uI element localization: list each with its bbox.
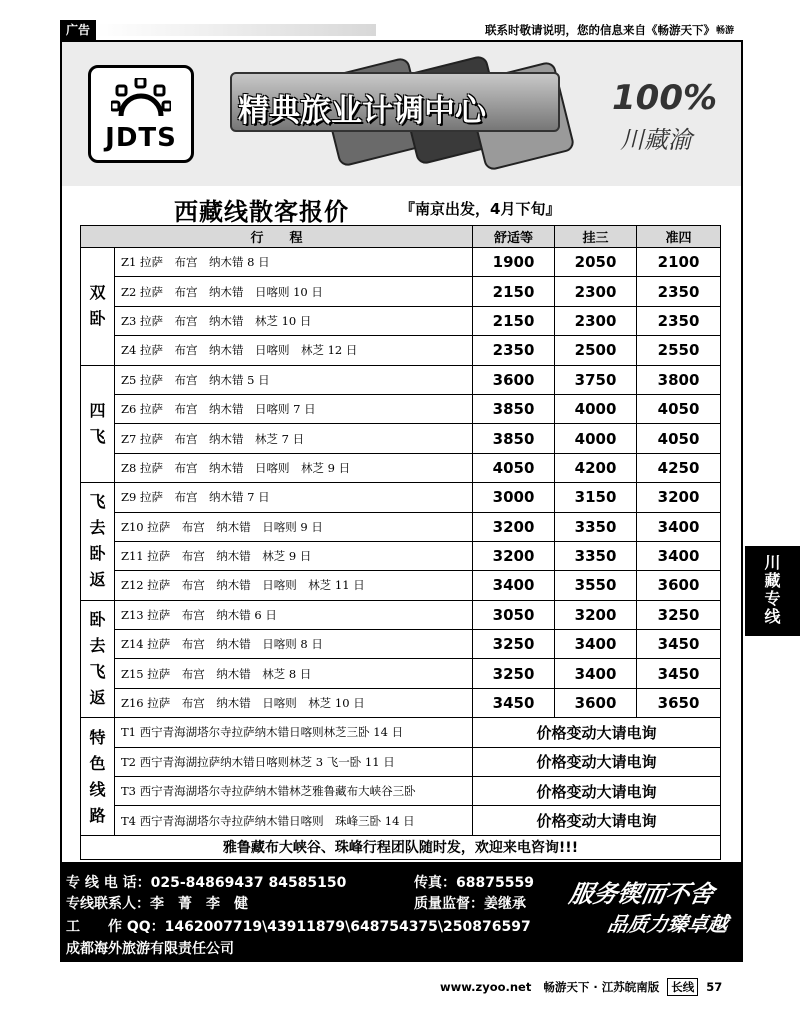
table-row <box>81 659 721 688</box>
table-row <box>81 688 721 717</box>
table-row <box>81 512 721 541</box>
price-cell: 3400 <box>473 571 555 600</box>
price-cell: 2150 <box>473 277 555 306</box>
table-row <box>81 306 721 335</box>
route-cell: Z4 拉萨 布宫 纳木错 日喀则 林芝 12 日 <box>115 336 473 365</box>
ad-label: 广告 <box>60 20 96 40</box>
price-cell: 3400 <box>555 630 637 659</box>
route-cell: Z9 拉萨 布宫 纳木错 7 日 <box>115 483 473 512</box>
col-header-3star: 挂三 <box>555 226 637 248</box>
table-row <box>81 747 721 776</box>
price-cell: 2050 <box>555 248 637 277</box>
price-cell: 3200 <box>473 512 555 541</box>
route-cell: Z8 拉萨 布宫 纳木错 日喀则 林芝 9 日 <box>115 453 473 482</box>
table-row <box>81 483 721 512</box>
route-cell: Z3 拉萨 布宫 纳木错 林芝 10 日 <box>115 306 473 335</box>
price-title-row <box>80 192 720 224</box>
top-gradient-strip <box>96 24 376 36</box>
table-row <box>81 453 721 482</box>
group-label: 飞去卧返 <box>81 483 115 601</box>
price-cell: 4000 <box>555 424 637 453</box>
edition: 畅游天下 · 江苏皖南版 <box>543 980 660 994</box>
route-cell: Z2 拉萨 布宫 纳木错 日喀则 10 日 <box>115 277 473 306</box>
source-notice: 联系时敬请说明，您的信息来自《畅游天下》 <box>485 23 715 37</box>
route-cell: Z10 拉萨 布宫 纳木错 日喀则 9 日 <box>115 512 473 541</box>
table-row <box>81 424 721 453</box>
section-tag: 长线 <box>667 978 698 996</box>
jdts-logo <box>88 65 194 163</box>
price-cell: 3200 <box>555 600 637 629</box>
col-header-4star: 准四 <box>637 226 721 248</box>
route-cell: Z6 拉萨 布宫 纳木错 日喀则 7 日 <box>115 394 473 423</box>
price-cell: 3850 <box>473 394 555 423</box>
contact-people: 专线联系人：李 菁 李 健 <box>66 896 248 912</box>
price-cell: 3600 <box>555 688 637 717</box>
price-cell: 3150 <box>555 483 637 512</box>
price-cell: 3600 <box>473 365 555 394</box>
route-cell: T1 西宁青海湖塔尔寺拉萨纳木错日喀则林芝三卧 14 日 <box>115 718 473 747</box>
table-row <box>81 541 721 570</box>
price-cell: 3550 <box>555 571 637 600</box>
price-cell: 3350 <box>555 541 637 570</box>
inquiry-cell: 价格变动大请电询 <box>473 806 721 835</box>
route-cell: T3 西宁青海湖塔尔寺拉萨纳木错林芝雅鲁藏布大峡谷三卧 <box>115 777 473 806</box>
table-row <box>81 630 721 659</box>
price-cell: 3450 <box>637 630 721 659</box>
side-tab-char: 线 <box>764 607 781 626</box>
price-cell: 3450 <box>473 688 555 717</box>
price-cell: 3250 <box>637 600 721 629</box>
price-cell: 4050 <box>637 424 721 453</box>
route-cell: Z7 拉萨 布宫 纳木错 林芝 7 日 <box>115 424 473 453</box>
route-cell: Z15 拉萨 布宫 纳木错 林芝 8 日 <box>115 659 473 688</box>
quality-supervisor: 质量监督：姜继承 <box>414 896 526 912</box>
side-tab-char: 川 <box>764 553 781 572</box>
route-cell: T4 西宁青海湖塔尔寺拉萨纳木错日喀则 珠峰三卧 14 日 <box>115 806 473 835</box>
price-table <box>80 225 721 860</box>
fax: 传真：68875559 <box>414 875 534 891</box>
col-header-comfort: 舒适等 <box>473 226 555 248</box>
price-cell: 2300 <box>555 277 637 306</box>
percent-badge: 100% <box>612 78 718 118</box>
price-cell: 3650 <box>637 688 721 717</box>
route-cell: Z1 拉萨 布宫 纳木错 8 日 <box>115 248 473 277</box>
route-cell: Z5 拉萨 布宫 纳木错 5 日 <box>115 365 473 394</box>
table-row <box>81 718 721 747</box>
magazine-mini-logo: 畅游 <box>716 26 735 36</box>
route-cell: Z11 拉萨 布宫 纳木错 林芝 9 日 <box>115 541 473 570</box>
hotline: 专 线 电 话：025-84869437 84585150 <box>66 875 347 891</box>
table-row <box>81 248 721 277</box>
price-cell: 3200 <box>637 483 721 512</box>
price-cell: 4050 <box>473 453 555 482</box>
section-side-tab <box>745 546 800 636</box>
side-tab-char: 专 <box>764 589 781 608</box>
work-qq: 工 作 QQ：1462007719\43911879\648754375\250876597 <box>66 919 531 935</box>
group-label: 四飞 <box>81 365 115 483</box>
table-note: 雅鲁藏布大峡谷、珠峰行程团队随时发，欢迎来电咨询!!! <box>81 835 721 859</box>
price-cell: 3050 <box>473 600 555 629</box>
page-title: 西藏线散客报价 <box>174 198 349 226</box>
table-header-row <box>81 226 721 248</box>
page-number: 57 <box>706 980 723 994</box>
page-footer <box>440 978 740 996</box>
price-cell: 3850 <box>473 424 555 453</box>
departure-subtitle: 『南京出发，4月下旬』 <box>400 200 561 218</box>
price-cell: 2300 <box>555 306 637 335</box>
price-cell: 3350 <box>555 512 637 541</box>
price-cell: 2350 <box>637 306 721 335</box>
price-cell: 4200 <box>555 453 637 482</box>
company-name: 成都海外旅游有限责任公司 <box>66 941 234 957</box>
group-label: 特色线路 <box>81 718 115 836</box>
side-tab-char: 藏 <box>764 571 781 590</box>
contact-band <box>62 862 741 960</box>
price-cell: 3250 <box>473 659 555 688</box>
region-label: 川藏渝 <box>620 126 692 154</box>
price-cell: 3600 <box>637 571 721 600</box>
table-row <box>81 277 721 306</box>
route-cell: Z13 拉萨 布宫 纳木错 6 日 <box>115 600 473 629</box>
price-cell: 4250 <box>637 453 721 482</box>
table-row <box>81 336 721 365</box>
price-cell: 2350 <box>637 277 721 306</box>
price-cell: 4050 <box>637 394 721 423</box>
price-cell: 2100 <box>637 248 721 277</box>
website: www.zyoo.net <box>440 980 532 994</box>
price-cell: 4000 <box>555 394 637 423</box>
price-cell: 3400 <box>555 659 637 688</box>
table-row <box>81 394 721 423</box>
price-cell: 2150 <box>473 306 555 335</box>
price-cell: 3250 <box>473 630 555 659</box>
table-row <box>81 600 721 629</box>
route-cell: Z16 拉萨 布宫 纳木错 日喀则 林芝 10 日 <box>115 688 473 717</box>
table-row <box>81 571 721 600</box>
col-header-route: 行 程 <box>81 226 473 248</box>
group-label: 双卧 <box>81 248 115 366</box>
price-cell: 3400 <box>637 512 721 541</box>
table-row <box>81 777 721 806</box>
inquiry-cell: 价格变动大请电询 <box>473 718 721 747</box>
price-cell: 1900 <box>473 248 555 277</box>
group-label: 卧去飞返 <box>81 600 115 718</box>
price-cell: 2500 <box>555 336 637 365</box>
top-bar <box>0 0 800 42</box>
slogan-service: 服务锲而不舍 <box>567 880 717 908</box>
table-row <box>81 835 721 859</box>
inquiry-cell: 价格变动大请电询 <box>473 777 721 806</box>
route-cell: T2 西宁青海湖拉萨纳木错日喀则林芝 3 飞一卧 11 日 <box>115 747 473 776</box>
price-cell: 3750 <box>555 365 637 394</box>
price-cell: 3800 <box>637 365 721 394</box>
sun-rays-icon <box>111 78 171 118</box>
price-cell: 3450 <box>637 659 721 688</box>
banner-title: 精典旅业计调中心 <box>238 93 486 129</box>
table-row <box>81 365 721 394</box>
price-cell: 3200 <box>473 541 555 570</box>
route-cell: Z14 拉萨 布宫 纳木错 日喀则 8 日 <box>115 630 473 659</box>
table-row <box>81 806 721 835</box>
logo-text: JDTS <box>105 123 177 153</box>
inquiry-cell: 价格变动大请电询 <box>473 747 721 776</box>
slogan-quality: 品质力臻卓越 <box>605 912 730 936</box>
price-cell: 3400 <box>637 541 721 570</box>
price-cell: 2350 <box>473 336 555 365</box>
route-cell: Z12 拉萨 布宫 纳木错 日喀则 林芝 11 日 <box>115 571 473 600</box>
price-cell: 2550 <box>637 336 721 365</box>
price-cell: 3000 <box>473 483 555 512</box>
